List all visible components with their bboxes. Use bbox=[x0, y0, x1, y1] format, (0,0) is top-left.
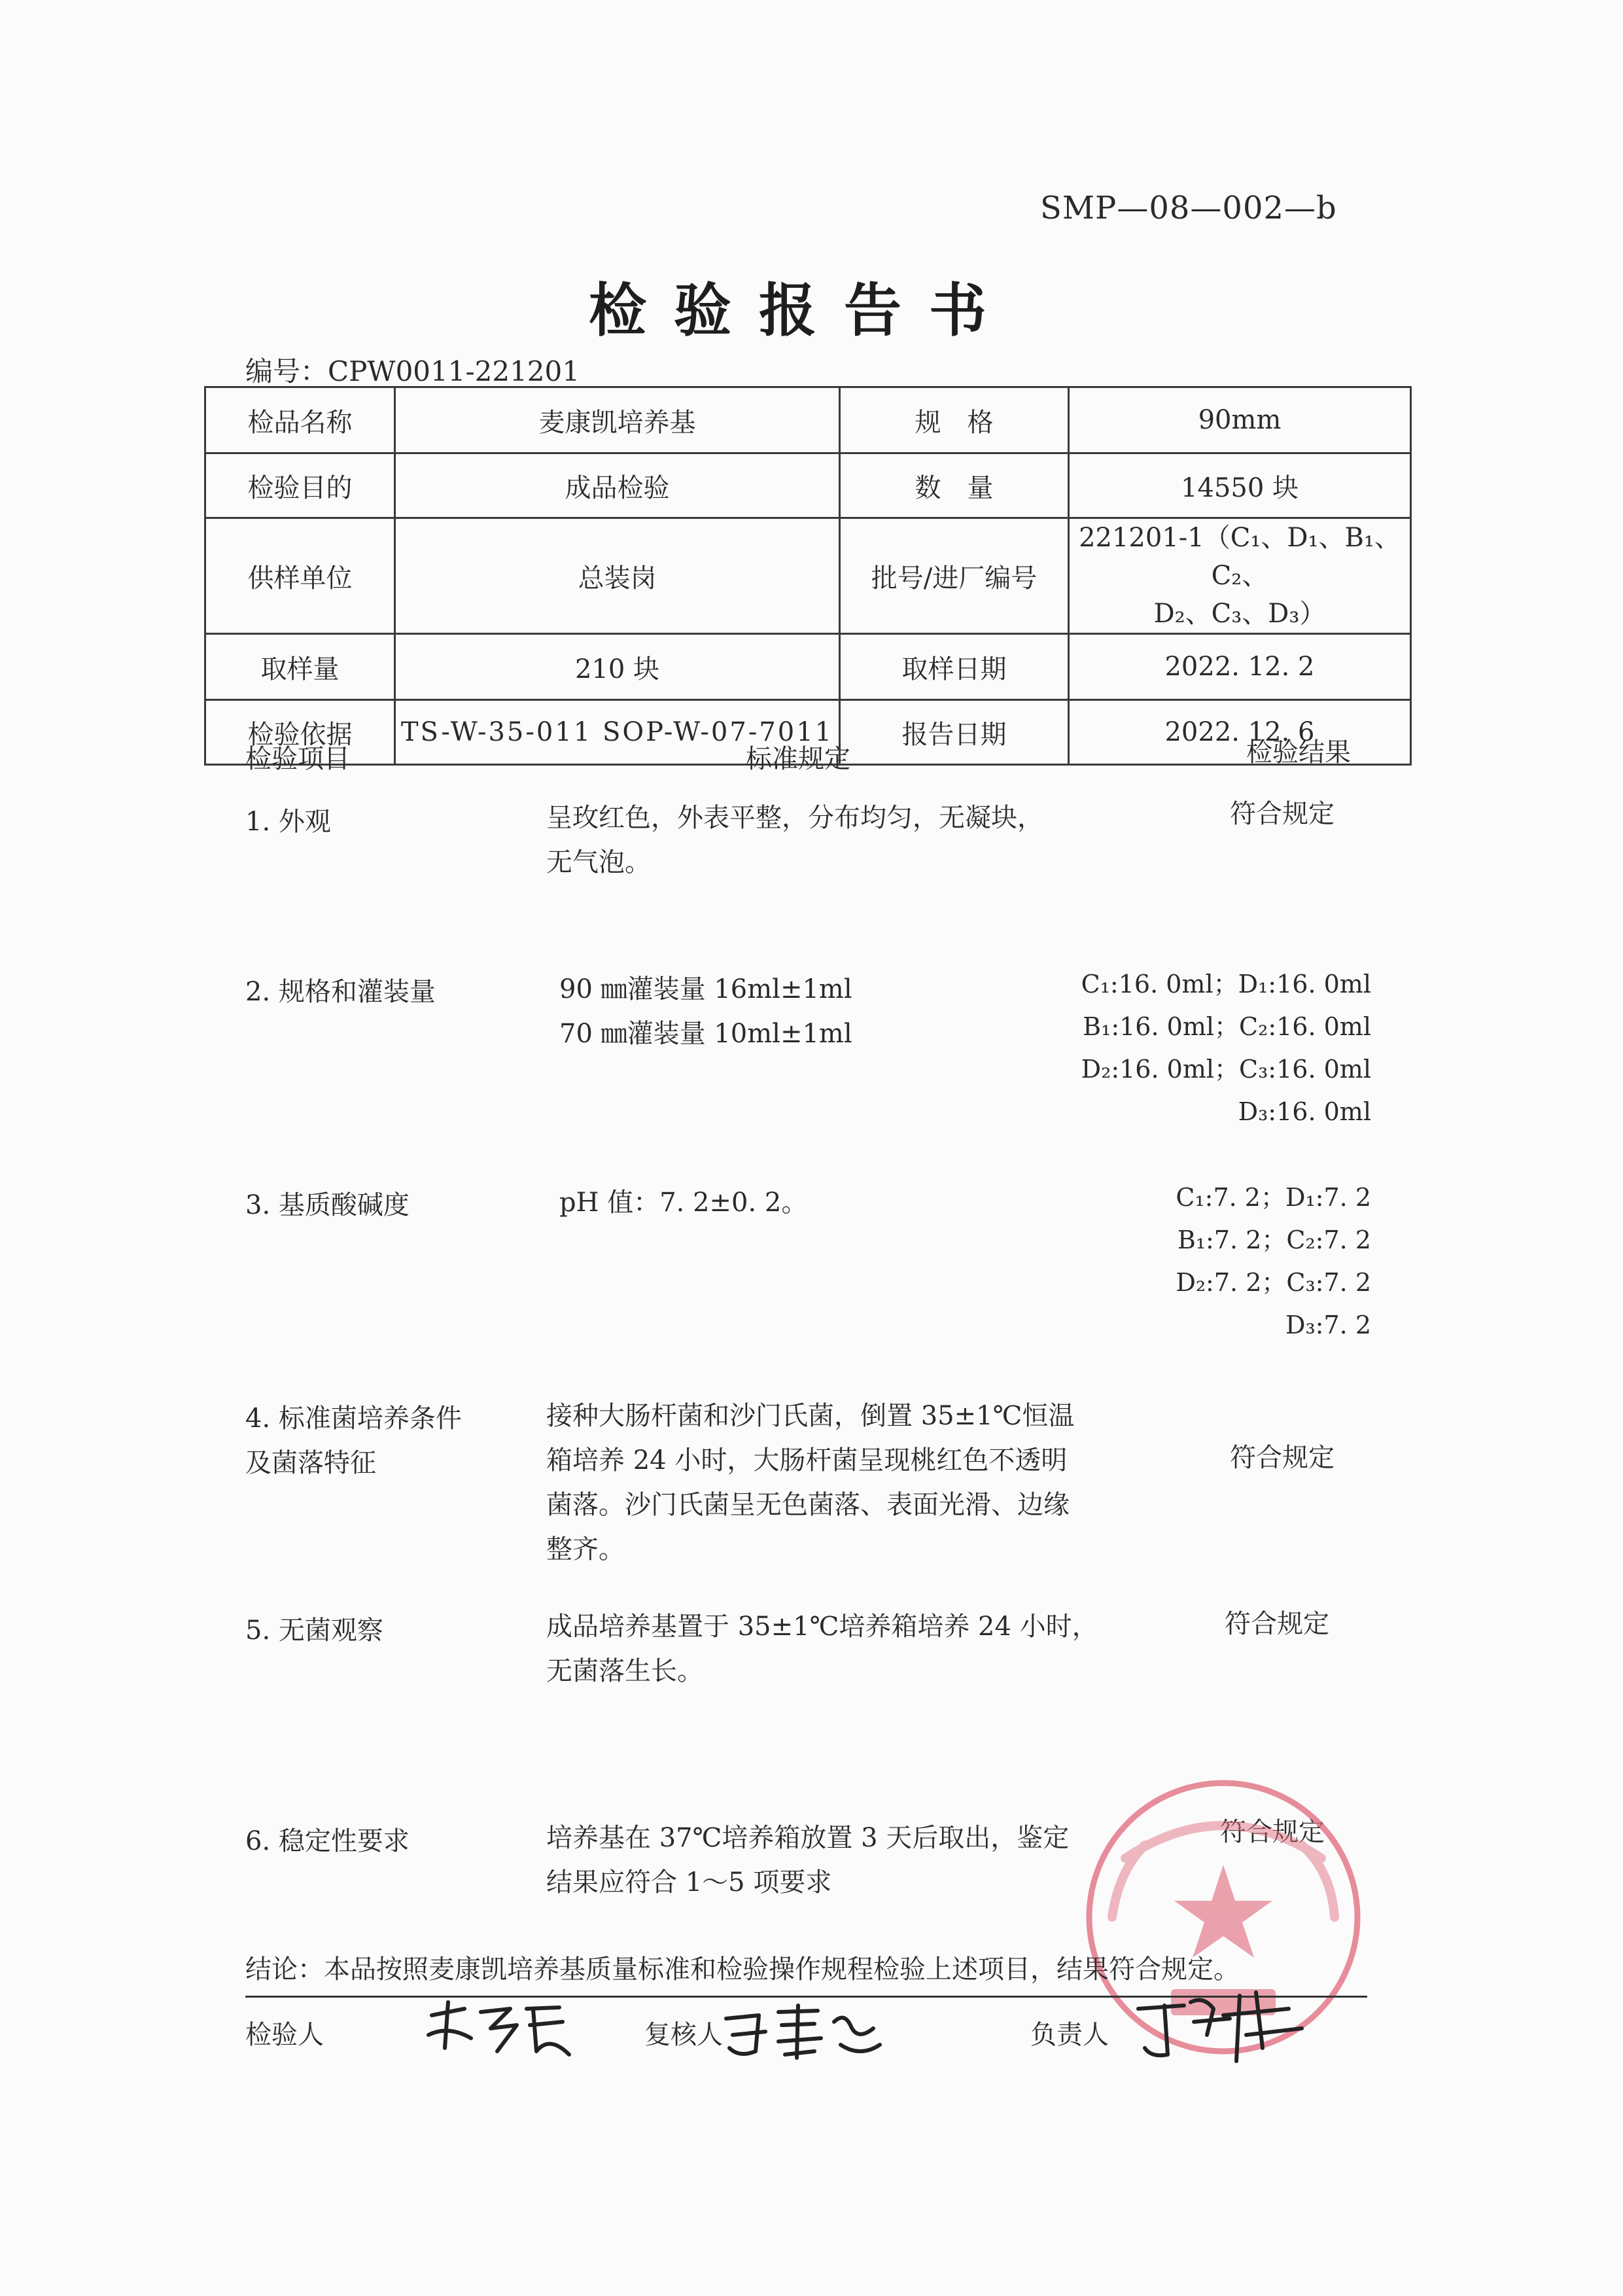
item-3-result-line: B₁:7. 2；C₂:7. 2 bbox=[1177, 1226, 1371, 1254]
supplier-value: 总装岗 bbox=[395, 518, 840, 634]
conclusion-text: 结论：本品按照麦康凯培养基质量标准和检验操作规程检验上述项目，结果符合规定。 bbox=[245, 1954, 1240, 1985]
inspector-signature bbox=[419, 1989, 576, 2068]
quantity-label: 数 量 bbox=[840, 453, 1069, 518]
item-3-name: 3. 基质酸碱度 bbox=[245, 1190, 410, 1220]
item-4-result: 符合规定 bbox=[1230, 1443, 1335, 1473]
report-title: 检验报告书 bbox=[589, 276, 1015, 344]
item-3-results bbox=[1176, 1176, 1371, 1347]
item-6-standard bbox=[546, 1816, 1069, 1905]
inspector-label: 检验人 bbox=[245, 2020, 324, 2050]
item-2-result-line: D₃:16. 0ml bbox=[1238, 1097, 1371, 1126]
document-code: SMP—08—002—b bbox=[1040, 190, 1337, 226]
sample-qty-value: 210 块 bbox=[395, 634, 840, 700]
lot-line-2: D₂、C₃、D₃） bbox=[1153, 599, 1326, 629]
item-3-standard bbox=[559, 1180, 807, 1225]
item-1-standard-line: 无气泡。 bbox=[546, 847, 651, 877]
purpose-label: 检验目的 bbox=[205, 453, 395, 518]
item-5-standard bbox=[546, 1604, 1098, 1693]
sample-date-label: 取样日期 bbox=[840, 634, 1069, 700]
basis-value: TS-W-35-011 SOP-W-07-7011 bbox=[395, 700, 840, 765]
item-2-standard-line: 90 ㎜灌装量 16ml±1ml bbox=[559, 974, 852, 1004]
product-name-label: 检品名称 bbox=[205, 387, 395, 453]
item-5-standard-line: 无菌落生长。 bbox=[546, 1656, 703, 1686]
report-serial-number: 编号：CPW0011-221201 bbox=[245, 355, 580, 387]
reviewer-label: 复核人 bbox=[644, 2020, 723, 2050]
item-4-name-line: 4. 标准菌培养条件 bbox=[245, 1404, 462, 1434]
column-header-standard: 标准规定 bbox=[746, 744, 850, 774]
item-3-result-line: C₁:7. 2；D₁:7. 2 bbox=[1176, 1183, 1371, 1212]
item-4-standard bbox=[546, 1394, 1074, 1572]
supplier-label: 供样单位 bbox=[205, 518, 395, 634]
item-2-result-line: B₁:16. 0ml；C₂:16. 0ml bbox=[1083, 1012, 1371, 1041]
lot-label: 批号/进厂编号 bbox=[840, 518, 1069, 634]
sample-qty-label: 取样量 bbox=[205, 634, 395, 700]
basis-label: 检验依据 bbox=[205, 700, 395, 765]
item-2-results bbox=[1081, 963, 1371, 1133]
item-1-standard bbox=[546, 796, 1043, 885]
item-6-standard-line: 结果应符合 1～5 项要求 bbox=[546, 1867, 832, 1898]
item-5-name: 5. 无菌观察 bbox=[245, 1616, 383, 1646]
item-5-result: 符合规定 bbox=[1225, 1609, 1329, 1639]
item-3-result-line: D₂:7. 2；C₃:7. 2 bbox=[1176, 1268, 1371, 1297]
item-2-standard bbox=[559, 967, 852, 1056]
item-6-name: 6. 稳定性要求 bbox=[245, 1826, 410, 1856]
item-1-result: 符合规定 bbox=[1230, 799, 1335, 829]
info-table bbox=[204, 386, 1412, 766]
reviewer-signature bbox=[720, 1992, 890, 2071]
responsible-signature bbox=[1132, 1976, 1315, 2068]
purpose-value: 成品检验 bbox=[395, 453, 840, 518]
item-5-standard-line: 成品培养基置于 35±1℃培养箱培养 24 小时， bbox=[546, 1612, 1098, 1642]
item-4-standard-line: 接种大肠杆菌和沙门氏菌，倒置 35±1℃恒温 bbox=[546, 1401, 1075, 1431]
spec-value: 90mm bbox=[1069, 387, 1411, 453]
item-2-standard-line: 70 ㎜灌装量 10ml±1ml bbox=[559, 1019, 852, 1049]
quantity-value: 14550 块 bbox=[1069, 453, 1411, 518]
item-4-name-line: 及菌落特征 bbox=[245, 1448, 376, 1478]
item-4-name bbox=[245, 1396, 462, 1485]
responsible-label: 负责人 bbox=[1030, 2020, 1109, 2050]
item-1-name: 1. 外观 bbox=[245, 807, 331, 837]
item-2-name: 2. 规格和灌装量 bbox=[245, 977, 436, 1007]
item-1-standard-line: 呈玫红色，外表平整，分布均匀，无凝块， bbox=[546, 803, 1043, 833]
item-6-standard-line: 培养基在 37℃培养箱放置 3 天后取出，鉴定 bbox=[546, 1823, 1070, 1853]
column-header-item: 检验项目 bbox=[245, 744, 350, 774]
item-4-standard-line: 箱培养 24 小时，大肠杆菌呈现桃红色不透明 bbox=[546, 1445, 1068, 1475]
spec-label: 规 格 bbox=[840, 387, 1069, 453]
item-3-standard-line: pH 值：7. 2±0. 2。 bbox=[559, 1188, 808, 1218]
column-header-result: 检验结果 bbox=[1246, 737, 1351, 768]
lot-line-1: 221201-1（C₁、D₁、B₁、C₂、 bbox=[1079, 523, 1401, 591]
report-date-value: 2022. 12. 6 bbox=[1069, 700, 1411, 765]
item-4-standard-line: 菌落。沙门氏菌呈无色菌落、表面光滑、边缘 bbox=[546, 1490, 1070, 1520]
item-2-result-line: D₂:16. 0ml；C₃:16. 0ml bbox=[1081, 1055, 1371, 1084]
item-3-result-line: D₃:7. 2 bbox=[1285, 1311, 1371, 1339]
lot-value bbox=[1069, 518, 1411, 634]
report-date-label: 报告日期 bbox=[840, 700, 1069, 765]
sample-date-value: 2022. 12. 2 bbox=[1069, 634, 1411, 700]
item-6-result: 符合规定 bbox=[1220, 1817, 1325, 1847]
item-4-standard-line: 整齐。 bbox=[546, 1534, 625, 1564]
product-name-value: 麦康凯培养基 bbox=[395, 387, 840, 453]
item-2-result-line: C₁:16. 0ml；D₁:16. 0ml bbox=[1081, 970, 1371, 998]
